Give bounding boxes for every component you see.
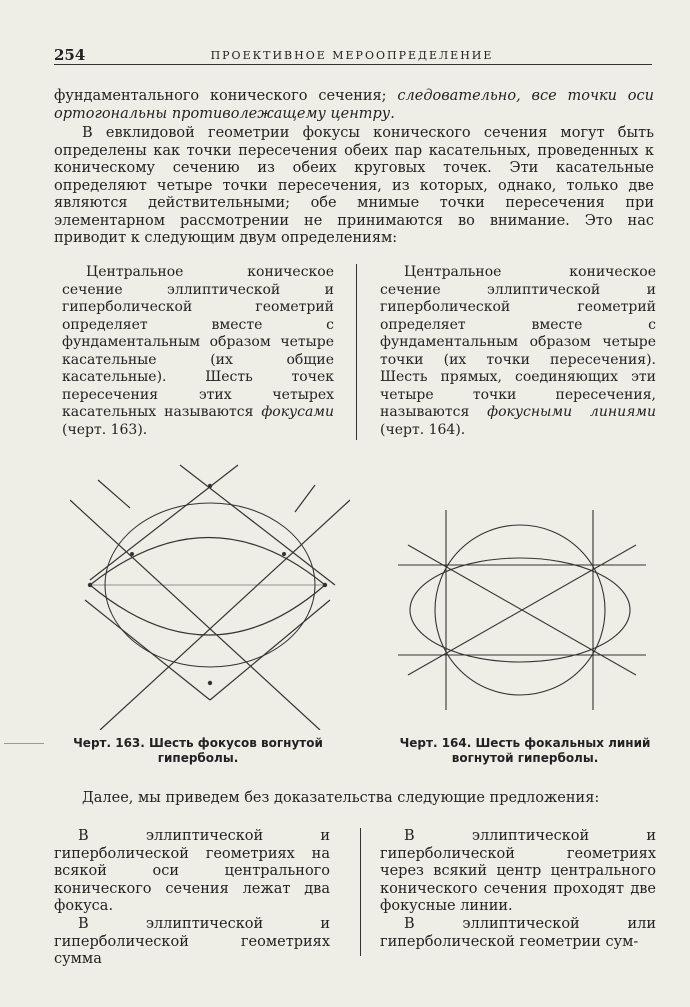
- column-divider-bottom: [360, 828, 361, 956]
- figure-164: [398, 510, 646, 710]
- left-def-tail: (черт. 163).: [62, 421, 148, 438]
- page-number: 254: [54, 46, 86, 64]
- page-header: [54, 46, 650, 66]
- left-proposition-2: В эллиптической и гиперболической геометриях сумма: [54, 916, 330, 967]
- left-proposition-1: В эллиптической и гиперболической геометриях на всякой оси центрального конического сечения лежат два фокуса.: [54, 828, 330, 914]
- column-divider-top: [356, 264, 357, 440]
- right-def-tail: (черт. 164).: [380, 421, 466, 438]
- intro-paragraph: В евклидовой геометрии фокусы конического сечения могут быть определены как точки пересечения обеих пар касательных, проведенных к коническому сечению из обеих круговых точек. Эти касательные определяют четыре точки пересечения, из которых, однако, только две являются действительными; обе мнимые точки пересечения при элементарном рассмотрении не принимаются во внимание. Это нас приводит к следующим двум определениям:: [54, 125, 654, 246]
- after-intro: Далее, мы приведем без доказательства следующие предложения:: [82, 790, 600, 806]
- fig164-circle: [435, 525, 605, 695]
- margin-mark: [4, 743, 44, 744]
- fig163-tangent-6: [210, 600, 330, 700]
- left-def-text: Центральное коническое сечение эллиптической и гиперболической геометрий определяет вместе с фундаментальным образом четыре касательные (их общие касательные). Шесть точек пересечения этих четырех касательных называются: [62, 264, 334, 420]
- figure-163: [70, 450, 350, 730]
- caption-fig164: Черт. 164. Шесть фокальных линий вогнутой гиперболы.: [399, 736, 651, 765]
- fig163-tangent-5: [85, 600, 210, 700]
- fig163-tangent-3: [90, 465, 238, 580]
- left-def-term: фокусами: [261, 404, 334, 420]
- right-def-term: фокусными линиями: [487, 404, 656, 420]
- intro-continuation: [54, 88, 654, 123]
- fig163-tangent-4: [180, 465, 335, 585]
- right-proposition-1: В эллиптической и гиперболической геометриях через всякий центр центрального конического сечения проходят две фокусные линии.: [380, 828, 656, 914]
- fig163-arrow-1: [98, 480, 130, 508]
- caption-fig163: Черт. 163. Шесть фокусов вогнутой гиперболы.: [73, 736, 323, 765]
- header-rule: [54, 64, 652, 65]
- right-proposition-2: В эллиптической или гиперболической геометрии сум-: [380, 916, 656, 950]
- intro-plain: фундаментального конического сечения;: [54, 88, 398, 104]
- intro-emphasis: следовательно, все точки оси ортогональны противолежащему центру.: [54, 88, 654, 122]
- running-head: ПРОЕКТИВНОЕ МЕРООПРЕДЕЛЕНИЕ: [210, 49, 494, 62]
- right-definition: [380, 264, 656, 439]
- left-definition: [62, 264, 334, 439]
- fig163-arrow-2: [295, 485, 315, 512]
- right-def-text: Центральное коническое сечение эллиптической и гиперболической геометрий определяет вместе с фундаментальным образом четыре точки (их точки пересечения). Шесть прямых, соединяющих эти четыре точки пересечения, называются: [380, 264, 656, 420]
